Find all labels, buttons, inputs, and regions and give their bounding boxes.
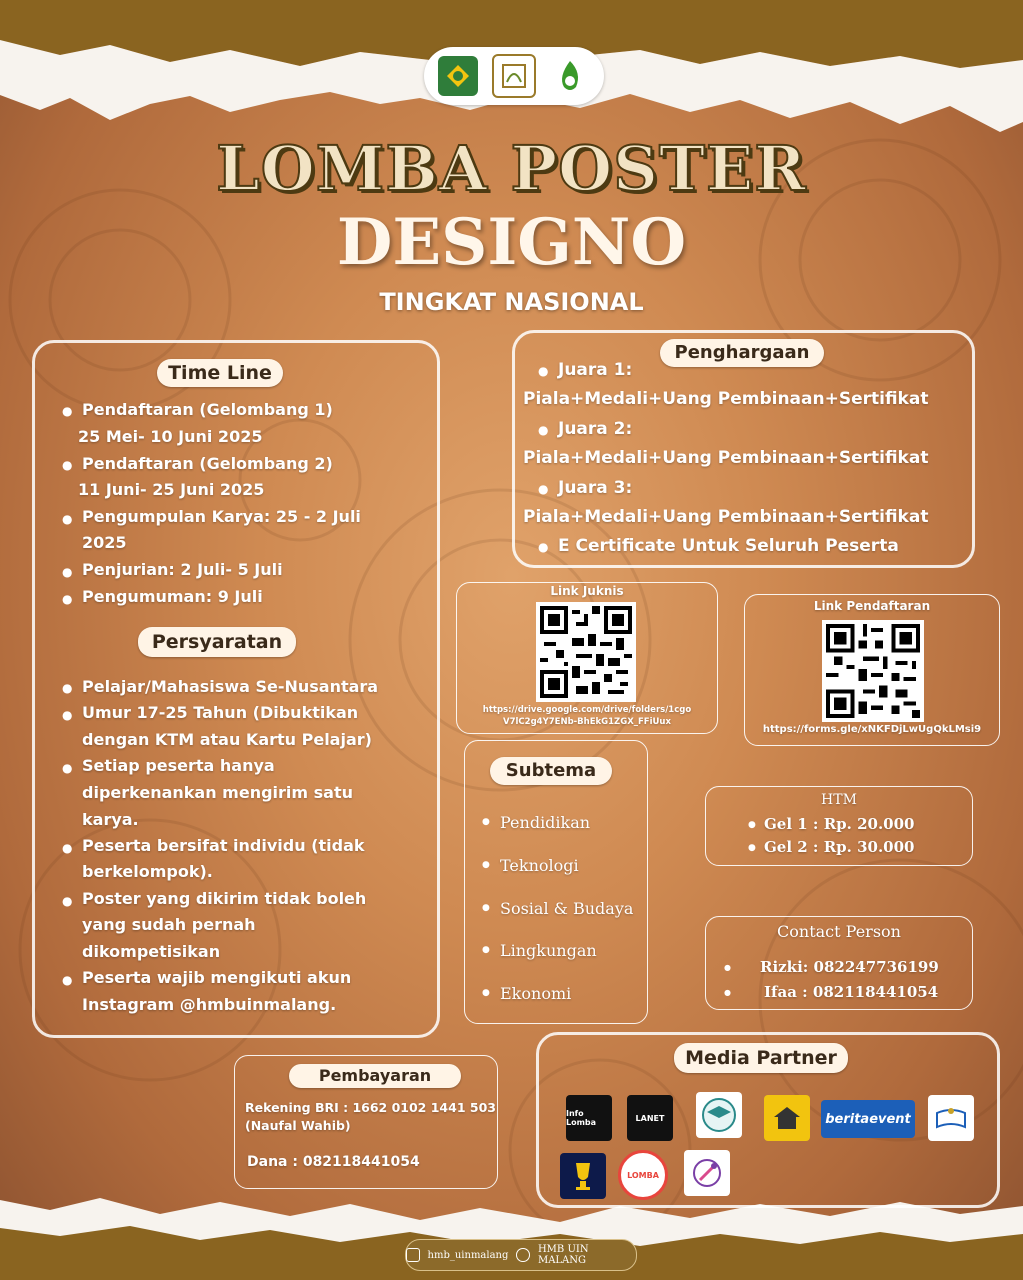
requirement-4-line1: Peserta bersifat individu (tidak [82,836,365,855]
timeline-item-3-year: 2025 [82,533,127,552]
title-line-2: DESIGNO [336,205,687,280]
subtitle: TINGKAT NASIONAL [379,288,644,316]
payment-heading: Pembayaran [289,1064,461,1088]
bullet: ● [724,988,731,997]
bullet: ● [748,843,756,853]
beritaevent-logo: beritaevent [821,1100,915,1138]
bullet: ● [748,820,756,830]
bullet: ● [538,423,549,437]
timeline-item-1-date: 25 Mei- 10 Juni 2025 [78,427,263,446]
bullet: ● [62,592,73,606]
registration-label: Link Pendaftaran [813,599,931,613]
subtheme-item-5: Ekonomi [500,984,572,1003]
bullet: ● [538,482,549,496]
timeline-item-1: Pendaftaran (Gelombang 1) [82,400,333,419]
subtheme-heading: Subtema [490,757,612,785]
registration-url[interactable]: https://forms.gle/xNKFDjLwUgQkLMsi9 [762,724,982,735]
requirement-4-line2: berkelompok). [82,862,213,881]
bullet: ● [482,988,490,998]
trophy-logo [560,1153,606,1199]
contact-item-2: Ifaa : 082118441054 [764,983,939,1001]
rocket-logo [684,1150,730,1196]
bullet: ● [62,512,73,526]
berita-lomba-logo: LOMBA [618,1150,668,1200]
subtheme-item-4: Lingkungan [500,941,597,960]
bullet: ● [62,458,73,472]
book-logo [928,1095,974,1141]
bullet: ● [62,565,73,579]
bullet: ● [62,708,73,722]
award-2-prize: Piala+Medali+Uang Pembinaan+Sertifikat [523,448,929,468]
green-flame-logo [550,56,590,96]
requirement-3-line3: karya. [82,810,139,829]
juknis-qr-code[interactable] [536,602,636,702]
payment-bank-line2: (Naufal Wahib) [245,1118,351,1133]
requirement-2-line2: dengan KTM atau Kartu Pelajar) [82,730,372,749]
award-3-rank: Juara 3: [558,478,633,498]
htm-heading: HTM [821,792,857,808]
requirement-3-line1: Setiap peserta hanya [82,756,275,775]
requirement-5-line3: dikompetisikan [82,942,221,961]
yellow-building-logo [764,1095,810,1141]
bullet: ● [482,945,490,955]
requirement-6-line1: Peserta wajib mengikuti akun [82,968,352,987]
payment-bank-line1: Rekening BRI : 1662 0102 1441 503 [245,1100,496,1115]
award-1-rank: Juara 1: [558,360,633,380]
timeline-item-5: Pengumuman: 9 Juli [82,587,263,606]
timeline-heading: Time Line [157,359,283,387]
logo-strip [424,47,604,105]
requirement-6-line2: Instagram @hmbuinmalang. [82,995,337,1014]
subtheme-item-2: Teknologi [500,856,579,875]
bullet: ● [482,903,490,913]
award-3-prize: Piala+Medali+Uang Pembinaan+Sertifikat [523,507,929,527]
bullet: ● [482,817,490,827]
bullet: ● [62,894,73,908]
subtheme-item-3: Sosial & Budaya [500,899,634,918]
htm-item-2: Gel 2 : Rp. 30.000 [764,838,915,856]
bullet: ● [538,540,549,554]
registration-qr-code[interactable] [822,620,924,722]
bullet: ● [62,681,73,695]
youtube-icon [516,1248,530,1262]
timeline-item-2: Pendaftaran (Gelombang 2) [82,454,333,473]
juknis-url-line2[interactable]: V7lC2g4Y7ENb-BhEkG1ZGX_FFiUux [503,717,671,727]
bullet: ● [538,364,549,378]
award-1-prize: Piala+Medali+Uang Pembinaan+Sertifikat [523,389,929,409]
subtheme-item-1: Pendidikan [500,813,591,832]
requirements-heading: Persyaratan [138,627,296,657]
bullet: ● [62,973,73,987]
bullet: ● [724,963,731,972]
requirement-1: Pelajar/Mahasiswa Se-Nusantara [82,677,379,696]
requirement-5-line1: Poster yang dikirim tidak boleh [82,889,367,908]
media-partner-heading: Media Partner [674,1043,848,1073]
bullet: ● [62,404,73,418]
award-extra: E Certificate Untuk Seluruh Peserta [558,536,899,556]
juknis-label: Link Juknis [550,584,624,598]
lanet-logo: LANET [627,1095,673,1141]
organization-logo [438,56,478,96]
awards-heading: Penghargaan [660,339,824,367]
timeline-item-2-date: 11 Juni- 25 Juni 2025 [78,480,265,499]
youtube-channel[interactable]: HMB UIN MALANG [537,1244,589,1266]
bullet: ● [62,761,73,775]
contact-item-1: Rizki: 082247736199 [760,958,939,976]
timeline-item-3: Pengumpulan Karya: 25 - 2 Juli [82,507,361,526]
requirement-5-line2: yang sudah pernah [82,915,256,934]
juknis-url-line1[interactable]: https://drive.google.com/drive/folders/1cgo [482,705,692,715]
ornate-calligraphy-logo [492,54,536,98]
payment-dana: Dana : 082118441054 [247,1154,420,1170]
graduation-cap-logo [696,1092,742,1138]
requirement-3-line2: diperkenankan mengirim satu [82,783,353,802]
timeline-item-4: Penjurian: 2 Juli- 5 Juli [82,560,283,579]
bullet: ● [62,841,73,855]
requirement-2-line1: Umur 17-25 Tahun (Dibuktikan [82,703,359,722]
bullet: ● [482,860,490,870]
title-line-1: LOMBA POSTER [216,132,807,205]
info-lomba-logo: Info Lomba [566,1095,612,1141]
award-2-rank: Juara 2: [558,419,633,439]
social-footer [405,1239,637,1271]
instagram-icon [406,1248,420,1262]
htm-item-1: Gel 1 : Rp. 20.000 [764,815,915,833]
contact-heading: Contact Person [777,922,901,941]
instagram-handle[interactable]: hmb_uinmalang [427,1249,509,1261]
